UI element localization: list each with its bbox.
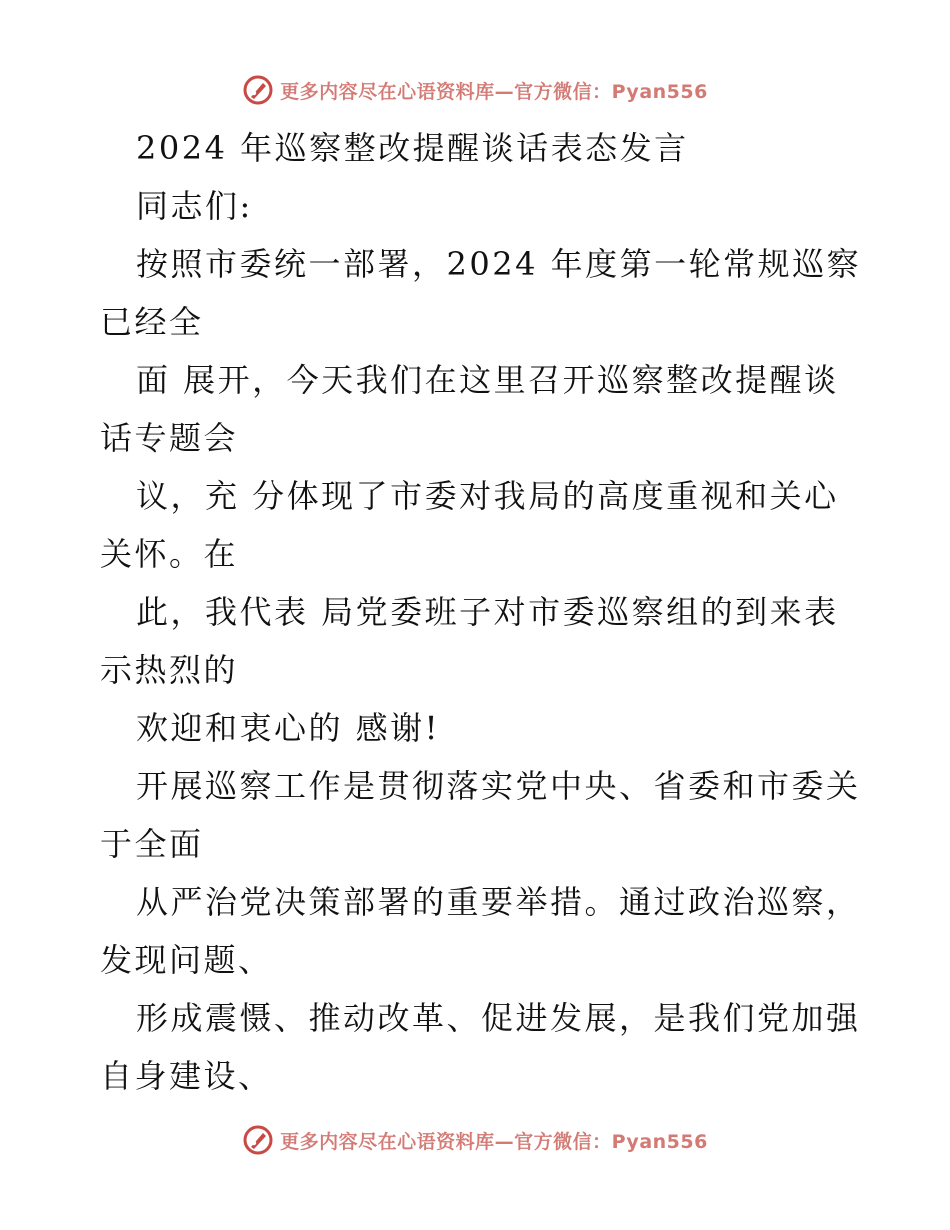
text-line: 自身建设、: [100, 1057, 273, 1095]
text-line: 形成震慑、推动改革、促进发展，是我们党加强: [136, 999, 861, 1037]
footer-watermark: [0, 1120, 950, 1160]
header-watermark: [0, 70, 950, 110]
pen-circle-logo-icon: [242, 74, 274, 106]
text-line: 欢迎和衷心的 感谢!: [136, 709, 441, 747]
text-line: 开展巡察工作是贯彻落实党中央、省委和市委关: [136, 767, 861, 805]
document-title: 2024 年巡察整改提醒谈话表态发言: [136, 129, 689, 167]
pen-circle-logo-icon: [242, 1124, 274, 1156]
text-line: 发现问题、: [100, 941, 273, 979]
watermark-text: 更多内容尽在心语资料库—官方微信：Pyan556: [280, 80, 708, 103]
text-line: 于全面: [100, 825, 204, 863]
text-line: 按照市委统一部署，2024 年度第一轮常规巡察: [136, 245, 862, 283]
text-line: 此，我代表 局党委班子对市委巡察组的到来表: [136, 593, 839, 631]
text-line: 示热烈的: [100, 651, 239, 689]
text-line: 同志们:: [136, 187, 253, 225]
text-line: 已经全: [100, 303, 204, 341]
text-line: 关怀。在: [100, 535, 239, 573]
text-line: 议，充 分体现了市委对我局的高度重视和关心: [136, 477, 839, 515]
text-line: 话专题会: [100, 419, 239, 457]
text-line: 面 展开，今天我们在这里召开巡察整改提醒谈: [136, 361, 839, 399]
text-line: 从严治党决策部署的重要举措。通过政治巡察，: [136, 883, 861, 921]
watermark-text: 更多内容尽在心语资料库—官方微信：Pyan556: [280, 1130, 708, 1153]
